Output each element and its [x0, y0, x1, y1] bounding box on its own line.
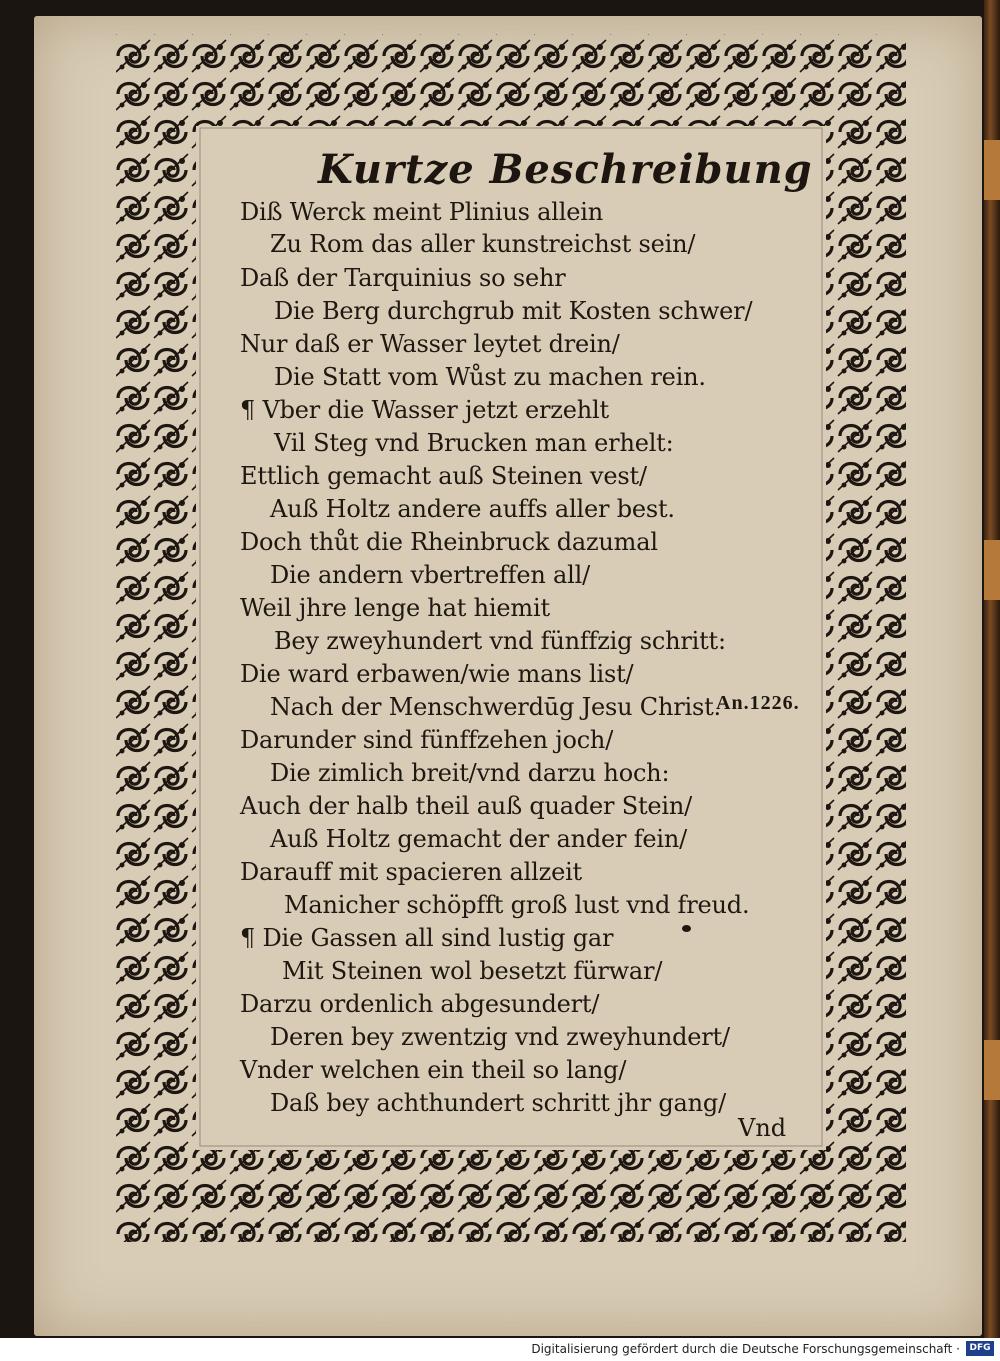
verse-line: Die andern vbertreffen all/	[270, 561, 590, 589]
verse-line: Mit Steinen wol besetzt fürwar/	[282, 957, 663, 985]
verse-line: Auß Holtz andere auffs aller best.	[270, 495, 675, 523]
verse-line: Vnder welchen ein theil so lang/	[240, 1056, 627, 1084]
dfg-logo: DFG	[966, 1341, 994, 1356]
verse-line: Auch der halb theil auß quader Stein/	[240, 792, 693, 820]
page-title: Kurtze Beschreibung	[318, 146, 813, 193]
verse-line: Darunder sind fünffzehen joch/	[240, 726, 614, 754]
verse-line: Die Statt vom Wůst zu machen rein.	[274, 363, 706, 391]
verse-line: Die ward erbawen/wie mans list/	[240, 660, 634, 688]
footer-bar	[0, 1338, 1000, 1361]
verse-line: Die zimlich breit/vnd darzu hoch:	[270, 759, 670, 787]
ink-dot	[682, 925, 691, 932]
verse-line: Darzu ordenlich abgesundert/	[240, 990, 600, 1018]
verse-line: Weil jhre lenge hat hiemit	[240, 594, 550, 622]
verse-line: Nur daß er Wasser leytet drein/	[240, 330, 620, 358]
margin-note-year: An.1226.	[716, 692, 800, 714]
verse-line: ¶ Die Gassen all sind lustig gar	[240, 924, 614, 952]
verse-line: Nach der Menschwerdūg Jesu Christ.	[270, 693, 721, 721]
verse-line: Ettlich gemacht auß Steinen vest/	[240, 462, 647, 490]
verse-line: Zu Rom das aller kunstreichst sein/	[270, 230, 696, 258]
verse-line: Manicher schöpfft groß lust vnd freud.	[284, 891, 750, 919]
verse-line: Daß bey achthundert schritt jhr gang/	[270, 1089, 726, 1117]
catchword: Vnd	[738, 1114, 787, 1142]
verse-line: Darauff mit spacieren allzeit	[240, 858, 582, 886]
verse-line: ¶ Vber die Wasser jetzt erzehlt	[240, 396, 609, 424]
verse-line: Diß Werck meint Plinius allein	[240, 198, 603, 226]
verse-line: Doch thůt die Rheinbruck dazumal	[240, 528, 658, 556]
verse-line: Daß der Tarquinius so sehr	[240, 264, 566, 292]
verse-line: Bey zweyhundert vnd fünffzig schritt:	[274, 627, 726, 655]
verse-line: Vil Steg vnd Brucken man erhelt:	[274, 429, 674, 457]
verse-line: Auß Holtz gemacht der ander fein/	[270, 825, 688, 853]
verse-line: Deren bey zwentzig vnd zweyhundert/	[270, 1023, 730, 1051]
footer-credit: Digitalisierung gefördert durch die Deutsche Forschungsgemeinschaft ·	[531, 1342, 960, 1356]
verse-line: Die Berg durchgrub mit Kosten schwer/	[274, 297, 753, 325]
